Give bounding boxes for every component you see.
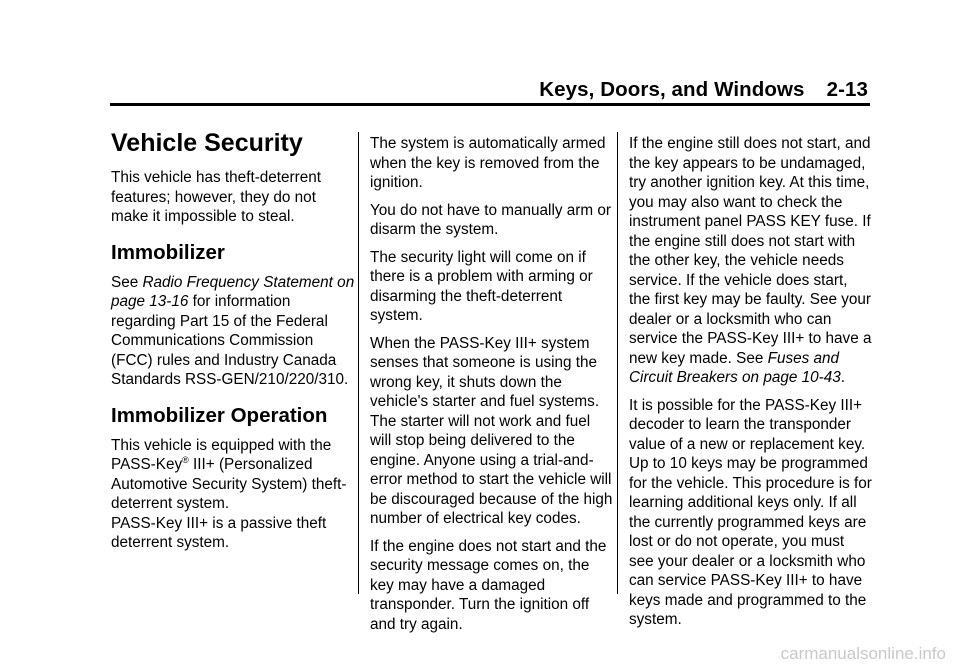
paragraph bbox=[629, 134, 873, 388]
page-number: 2-13 bbox=[826, 78, 868, 101]
paragraph: It is possible for the PASS-Key III+ decoder to learn the transponder value of a new or replacement key. Up to 10 keys may be programmed for the vehicle. This procedure is for learning additional keys only. If all the currently programmed keys are lost or do not operate, you must see your dealer or a locksmith who can service PASS-Key III+ to have keys made and programmed to the system. bbox=[629, 396, 872, 628]
column-divider bbox=[358, 132, 359, 594]
section-title: Keys, Doors, and Windows bbox=[539, 78, 805, 101]
text: If the engine still does not start, and the key appears to be undamaged, try another ignition key. At this time, you may also want to check the instrument panel PASS KEY fuse. If the engine still does not start with the other key, the vehicle needs service. If the vehicle does start, the first key may be faulty. See your dealer or a locksmith who can service the PASS-Key III+ to have a new key made. See bbox=[629, 135, 872, 367]
cross-reference-link[interactable]: Fuses and Circuit Breakers on page 10-43 bbox=[629, 349, 841, 386]
heading-vehicle-security: Vehicle Security bbox=[111, 129, 303, 157]
column-divider bbox=[617, 132, 618, 594]
paragraph bbox=[111, 273, 355, 390]
column-1 bbox=[111, 120, 355, 561]
paragraph: The system is automatically armed when the key is removed from the ignition. bbox=[370, 135, 606, 191]
running-header bbox=[539, 78, 868, 102]
paragraph: When the PASS-Key III+ system senses that someone is using the wrong key, it shuts down the vehicle's starter and fuel systems. The starter will not work and fuel will stop being delivered to the engine. Anyone using a trial-and-error method to start the vehicle will be discouraged because of the high number of electrical key codes. bbox=[370, 334, 613, 527]
text: See bbox=[111, 273, 143, 291]
text: . bbox=[840, 369, 845, 386]
heading-immobilizer-operation: Immobilizer Operation bbox=[111, 403, 328, 427]
paragraph: If the engine does not start and the security message comes on, the key may have a damaged transponder. Turn the ignition off and try again. bbox=[370, 537, 607, 633]
paragraph: This vehicle has theft-deterrent features; however, they do not make it impossible to steal. bbox=[111, 169, 322, 225]
watermark: carmanualsonline.info bbox=[780, 644, 946, 663]
paragraph: The security light will come on if there is a problem with arming or disarming the theft-deterrent system. bbox=[370, 248, 593, 324]
cross-reference-link[interactable]: Radio Frequency Statement on page 13-16 bbox=[111, 273, 355, 310]
text: This vehicle is equipped with the PASS-Key bbox=[111, 436, 332, 473]
text: III+ (Personalized Automotive Security System) theft-deterrent system. bbox=[111, 456, 347, 512]
column-3 bbox=[629, 134, 873, 638]
registered-mark: ® bbox=[182, 454, 189, 465]
paragraph: PASS-Key III+ is a passive theft deterrent system. bbox=[111, 514, 327, 551]
heading-immobilizer: Immobilizer bbox=[111, 240, 225, 264]
text: for information regarding Part 15 of the Federal Communications Commission (FCC) rules and Industry Canada Standards RSS-GEN/210/220/310. bbox=[111, 293, 349, 388]
paragraph bbox=[111, 436, 355, 514]
header-rule bbox=[110, 103, 870, 106]
paragraph: You do not have to manually arm or disarm the system. bbox=[370, 201, 611, 238]
column-2 bbox=[370, 134, 614, 642]
